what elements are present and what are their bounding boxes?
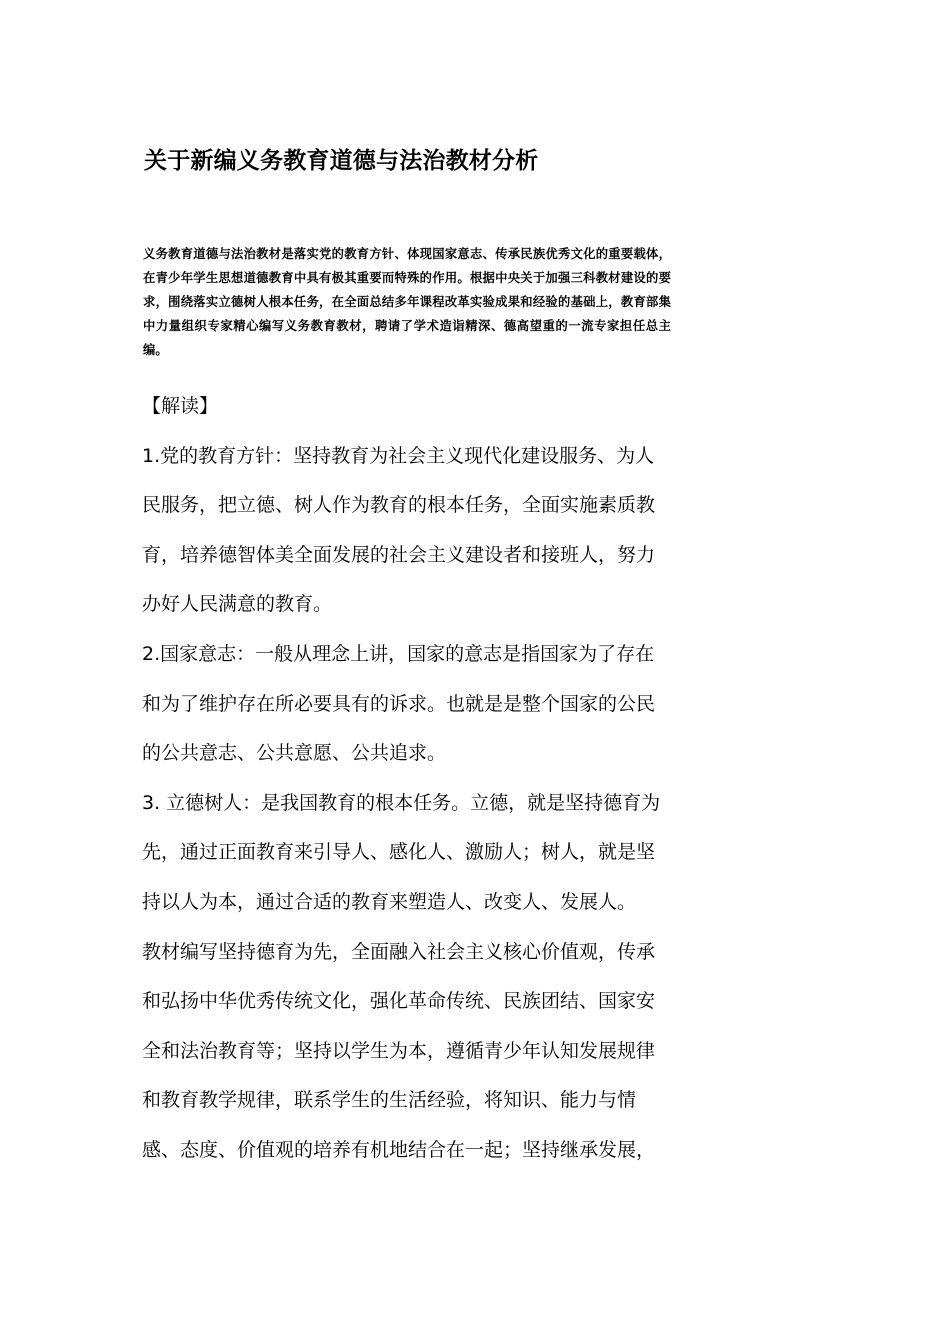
document-body [142,382,662,1176]
paragraph-national-will: 2.国家意志：一般从理念上讲，国家的意志是指国家为了存在和为了维护存在所必要具有的诉求。也就是是整个国家的公民的公共意志、公共意愿、公共追求。 [142,642,656,765]
paragraph-textbook-writing: 教材编写坚持德育为先，全面融入社会主义核心价值观，传承和弘扬中华优秀传统文化，强化革命传统、民族团结、国家安全和法治教育等；坚持以学生为本，遵循青少年认知发展规律和教育教学规律，联系学生的生活经验，将知识、能力与情感、态度、价值观的培养有机地结合在一起；坚持继承发展， [142,940,656,1161]
paragraph-education-policy: 1.党的教育方针：坚持教育为社会主义现代化建设服务、为人民服务，把立德、树人作为教育的根本任务，全面实施素质教育，培养德智体美全面发展的社会主义建设者和接班人，努力办好人民满意的教育。 [142,444,656,616]
document-title: 关于新编义务教育道德与法治教材分析 [144,148,539,174]
paragraph-moral-education: 3. 立德树人：是我国教育的根本任务。立德，就是坚持德育为先，通过正面教育来引导人、感化人、激励人；树人，就是坚持以人为本，通过合适的教育来塑造人、改变人、发展人。 [142,791,661,913]
section-heading: 【解读】 [142,395,219,417]
document-abstract: 义务教育道德与法治教材是落实党的教育方针、体现国家意志、传承民族优秀文化的重要载体，在青少年学生思想道德教育中具有极其重要而特殊的作用。根据中央关于加强三科教材建设的要求，围绕落实立德树人根本任务，在全面总结多年课程改革实验成果和经验的基础上，教育部集中力量组织专家精心编写义务教育教材，聘请了学术造诣精深、德高望重的一流专家担任总主编。 [143,247,671,357]
